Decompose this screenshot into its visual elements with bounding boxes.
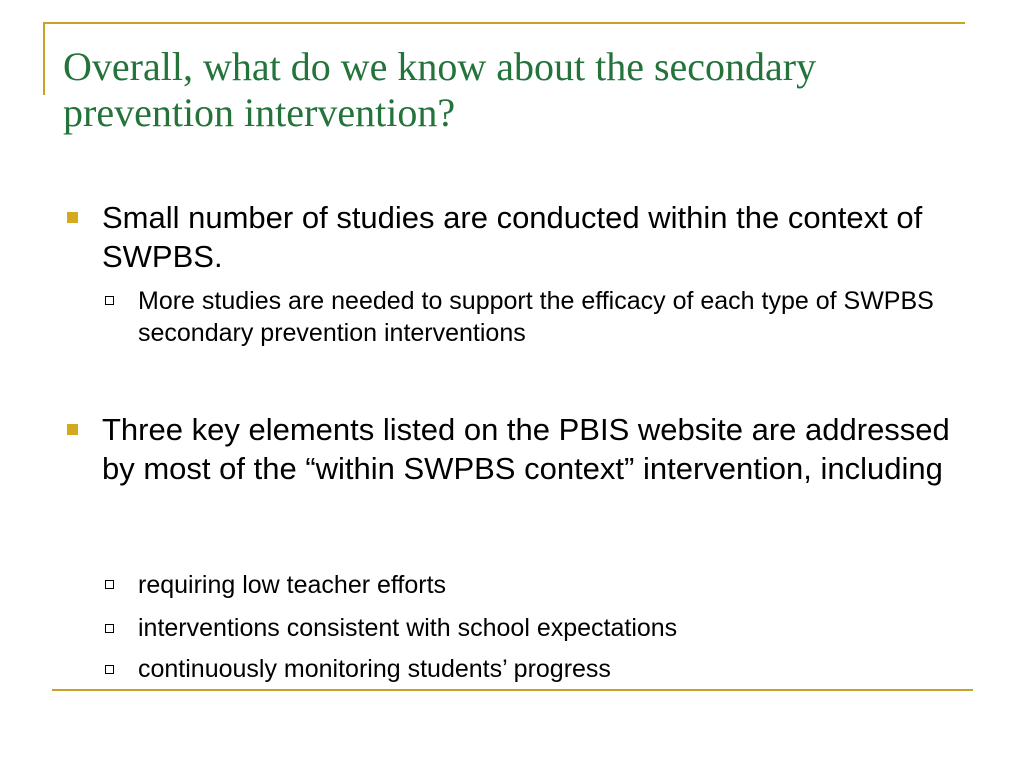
bullet-2-sub-1-text: requiring low teacher efforts [138,571,447,599]
bullet-2-sub-3-text: continuously monitoring students’ progress [138,655,611,683]
filled-square-bullet-icon [67,424,78,435]
hollow-square-bullet-icon [105,296,114,305]
bullet-2-text: Three key elements listed on the PBIS website are addressed by most of the “within SWPBS context” intervention, including [102,412,950,486]
bullet-2-sub-2-text: interventions consistent with school expectations [138,614,678,642]
bullet-1-sub-1-text: More studies are needed to support the efficacy of each type of SWPBS secondary prevention interventions [138,287,934,347]
slide-title: Overall, what do we know about the secondary prevention intervention? [63,44,817,135]
bottom-divider-line [52,689,973,691]
hollow-square-bullet-icon [105,665,114,674]
hollow-square-bullet-icon [105,624,114,633]
filled-square-bullet-icon [67,212,78,223]
hollow-square-bullet-icon [105,580,114,589]
bullet-1-text: Small number of studies are conducted within the context of SWPBS. [102,200,923,274]
